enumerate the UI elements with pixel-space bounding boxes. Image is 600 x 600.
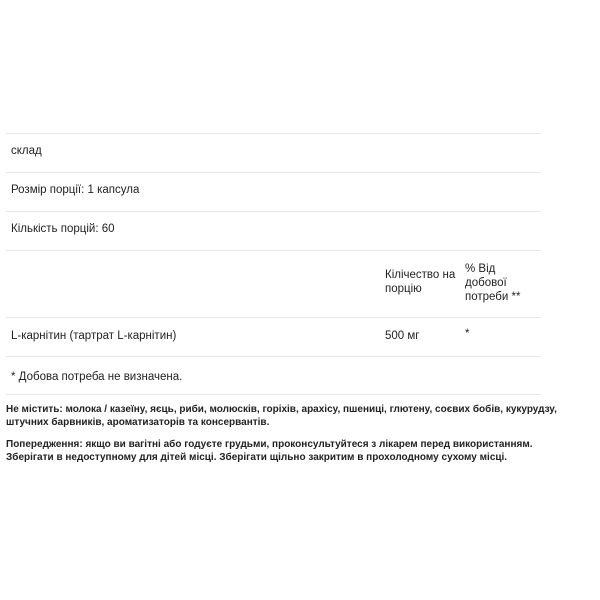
free-from-note [6,403,581,429]
serving-size-row [6,172,541,211]
ingredient-amount: 500 мг [385,330,420,342]
ingredient-name: L-карнітин (тартрат L-карнітин) [11,330,177,342]
daily-value-column-header: % Від добової потреби ** [465,263,521,303]
product-notes [6,403,581,473]
free-from-text: Не містить: молока / казеїну, яєць, риби, молюсків, горіхів, арахісу, пшениці, глютену, соєвих бобів, кукурудзу, штучних барвників, ароматизаторів та консервантів. [6,404,557,428]
servings-count-row [6,211,541,250]
servings-count: Кількість порцій: 60 [11,223,115,235]
facts-title: склад [11,145,42,157]
daily-value-footnote: * Добова потреба не визначена. [11,371,183,383]
facts-title-row [6,133,541,172]
warning-text: Попередження: якщо ви вагітні або годуєте грудьми, проконсультуйтеся з лікарем перед використанням. Зберігати в недоступному для дітей місці. Зберігати щільно закритим в прохолодному сухому місці. [6,439,533,463]
column-header-row [6,250,541,317]
supplement-facts-table [6,133,541,395]
ingredient-daily-value: * [465,328,470,340]
serving-size: Розмір порції: 1 капсула [11,184,140,196]
ingredient-row [6,317,541,356]
amount-column-header: Кілічество на порцію [385,269,456,295]
footnote-row [6,356,541,395]
warning-note [6,438,581,464]
